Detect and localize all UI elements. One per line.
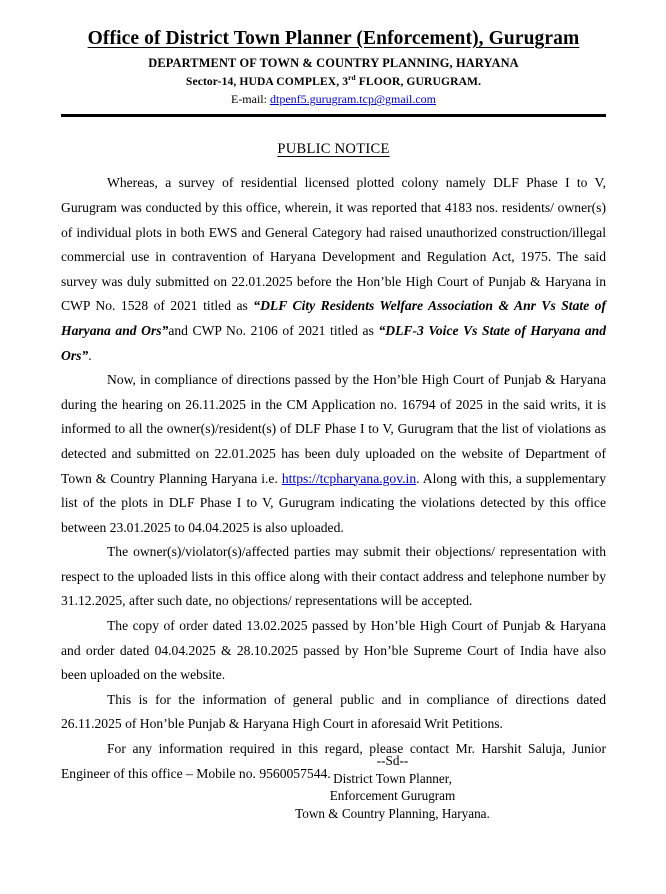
case-title-dlf-3-voice: “DLF-3 Voice Vs State of Haryana and Ors” <box>61 322 606 363</box>
paragraph-whereas-text-1: Whereas, a survey of residential licensed plotted colony namely DLF Phase I to V, Gurugram was conducted by this office, wherein, it was reported that 4183 nos. residents/ owner(s) of individual plots in both EWS and General Category had raised unauthorized construction/illegal commercial use in contravention of Haryana Development and Regulation Act, 1975. The said survey was duly submitted on 22.01.2025 before the Hon’ble High Court of Punjab & Haryana in CWP No. 1528 of 2021 titled as <box>61 175 606 314</box>
signature-office: Enforcement Gurugram <box>329 788 456 803</box>
public-notice-heading: PUBLIC NOTICE <box>277 141 390 158</box>
tcp-haryana-website-link[interactable]: https://tcpharyana.gov.in <box>281 470 417 486</box>
document-content <box>61 0 606 786</box>
paragraph-contact-details: For any information required in this regard, please contact Mr. Harshit Saluja, Junior Engineer of this office – Mobile no. 9560057544. <box>61 741 606 781</box>
address-line <box>61 75 606 88</box>
paragraph-general-information: This is for the information of general public and in compliance of directions dated 26.11.2025 of Hon’ble Punjab & Haryana High Court in aforesaid Writ Petitions. <box>61 691 606 732</box>
paragraph-compliance-text-1: Now, in compliance of directions passed by the Hon’ble High Court of Punjab & Haryana during the hearing on 26.11.2025 in the CM Application no. 16794 of 2025 in the said writs, it is informed to all the owner(s)/resident(s) of DLF Phase I to V, Gurugram that the list of violations as detected and submitted on 22.01.2025 has been duly uploaded on the website of Department of Town & Country Planning Haryana i.e. <box>61 372 606 486</box>
email-link[interactable]: dtpenf5.gurugram.tcp@gmail.com <box>269 92 436 107</box>
department-line: DEPARTMENT OF TOWN & COUNTRY PLANNING, HARYANA <box>148 56 519 71</box>
paragraph-orders-uploaded: The copy of order dated 13.02.2025 passed by Hon’ble High Court of Punjab & Haryana and order dated 04.04.2025 & 28.10.2025 passed by Hon’ble Supreme Court of India have also been uploaded on the website. <box>61 618 606 683</box>
signature-designation: District Town Planner, <box>333 770 452 786</box>
signature-sd-mark: --Sd-- <box>376 753 409 768</box>
paragraph-whereas <box>61 171 606 368</box>
organization-title: Office of District Town Planner (Enforcement), Gurugram <box>87 28 580 49</box>
signature-department: Town & Country Planning, Haryana. <box>295 805 490 821</box>
notice-body <box>61 171 606 786</box>
signature-block <box>61 752 606 822</box>
header-divider-rule <box>61 114 606 117</box>
address-prefix: Sector-14, HUDA COMPLEX, 3 <box>185 75 349 89</box>
paragraph-whereas-text-2: and CWP No. 2106 of 2021 titled as <box>168 322 379 338</box>
paragraph-whereas-text-3: . <box>88 347 92 363</box>
email-line <box>61 92 606 107</box>
case-title-dlf-city-rwa: “DLF City Residents Welfare Association & Anr Vs State of Haryana and Ors” <box>61 298 606 338</box>
paragraph-compliance <box>61 368 606 540</box>
letterhead <box>61 0 606 117</box>
email-label: E-mail: <box>230 92 270 107</box>
paragraph-objections: The owner(s)/violator(s)/affected parties may submit their objections/ representation with respect to the uploaded lists in this office along with their contact address and telephone number by 31.12.2025, after such date, no objections/ representations will be accepted. <box>61 544 606 609</box>
address-suffix: FLOOR, GURUGRAM. <box>355 75 482 89</box>
paragraph-compliance-text-2: . Along with this, a supplementary list of the plots in DLF Phase I to V, Gurugram indicating the violations detected by this office between 23.01.2025 to 04.04.2025 is also uploaded. <box>61 470 606 535</box>
address-ordinal-superscript: rd <box>348 73 356 83</box>
